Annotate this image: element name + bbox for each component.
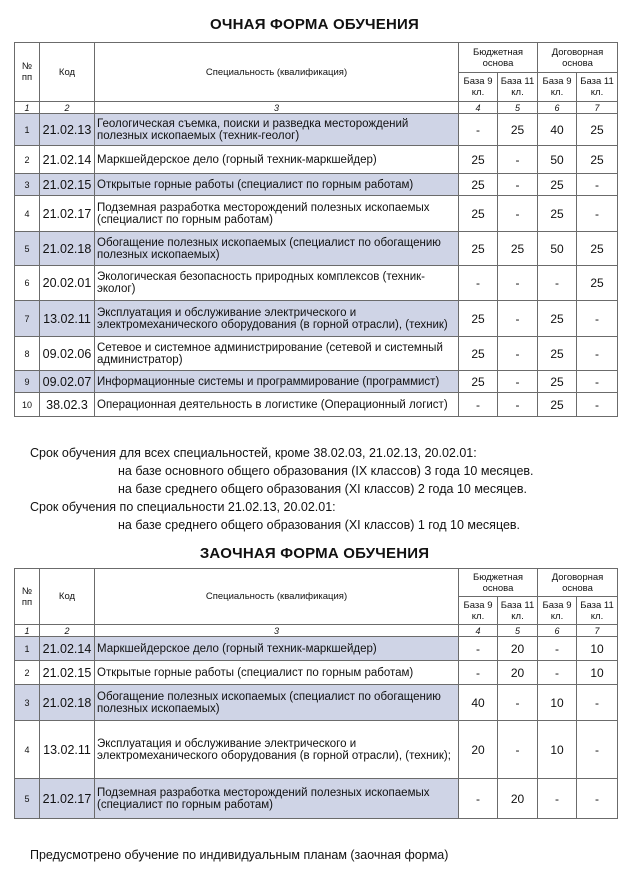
- column-index: 4: [459, 102, 498, 114]
- table-row: [15, 146, 618, 174]
- header-budget-base9: База 9 кл.: [459, 597, 498, 625]
- table-row: [15, 266, 618, 301]
- full-time-table: [14, 42, 618, 417]
- study-period-note: Срок обучения по специальности 21.02.13, 20.02.01:: [30, 500, 336, 514]
- specialty-code: 21.02.13: [40, 114, 95, 146]
- specialty-code: 21.02.14: [40, 637, 95, 661]
- contract-base9-value: 50: [538, 232, 577, 266]
- specialty-code: 38.02.3: [40, 393, 95, 417]
- contract-base9-value: -: [538, 637, 577, 661]
- header-budget-base9: База 9 кл.: [459, 73, 498, 102]
- budget-base11-value: -: [498, 196, 538, 232]
- budget-base11-value: -: [498, 721, 538, 779]
- column-index: 1: [15, 102, 40, 114]
- budget-base9-value: -: [459, 661, 498, 685]
- contract-base9-value: 25: [538, 371, 577, 393]
- header-contract-base9: База 9 кл.: [538, 73, 577, 102]
- specialty-code: 21.02.17: [40, 196, 95, 232]
- specialty-code: 20.02.01: [40, 266, 95, 301]
- contract-base11-value: -: [577, 685, 618, 721]
- row-number: 10: [15, 393, 40, 417]
- header-budget-base11: База 11 кл.: [498, 73, 538, 102]
- specialty-code: 21.02.18: [40, 685, 95, 721]
- specialty-name: Маркшейдерское дело (горный техник-маркшейдер): [95, 146, 459, 174]
- contract-base11-value: -: [577, 174, 618, 196]
- budget-base9-value: 25: [459, 371, 498, 393]
- specialty-name: Операционная деятельность в логистике (Операционный логист): [95, 393, 459, 417]
- budget-base11-value: -: [498, 371, 538, 393]
- contract-base11-value: -: [577, 779, 618, 819]
- specialty-code: 21.02.14: [40, 146, 95, 174]
- contract-base9-value: -: [538, 661, 577, 685]
- table-row: [15, 114, 618, 146]
- specialty-name: Сетевое и системное администрирование (сетевой и системный администратор): [95, 337, 459, 371]
- header-specialty: Специальность (квалификация): [95, 43, 459, 102]
- budget-base9-value: 25: [459, 337, 498, 371]
- specialty-name: Геологическая съемка, поиски и разведка месторождений полезных ископаемых (техник-геолог): [95, 114, 459, 146]
- column-index: 7: [577, 102, 618, 114]
- column-index: 2: [40, 625, 95, 637]
- contract-base9-value: 25: [538, 337, 577, 371]
- budget-base9-value: -: [459, 637, 498, 661]
- column-index: 6: [538, 625, 577, 637]
- budget-base9-value: 25: [459, 174, 498, 196]
- budget-base11-value: 20: [498, 637, 538, 661]
- column-index: 4: [459, 625, 498, 637]
- contract-base11-value: -: [577, 371, 618, 393]
- header-contract: Договорная основа: [538, 569, 618, 597]
- part-time-table: [14, 568, 618, 819]
- study-period-note: на базе среднего общего образования (XI классов) 1 год 10 месяцев.: [118, 518, 521, 532]
- header-contract-base11: База 11 кл.: [577, 73, 618, 102]
- column-index-row: [15, 625, 618, 637]
- budget-base11-value: -: [498, 174, 538, 196]
- contract-base11-value: 25: [577, 114, 618, 146]
- budget-base11-value: 20: [498, 779, 538, 819]
- row-number: 5: [15, 232, 40, 266]
- table-row: [15, 637, 618, 661]
- contract-base9-value: -: [538, 266, 577, 301]
- table-row: [15, 371, 618, 393]
- header-num: № пп: [15, 569, 40, 625]
- table-row: [15, 301, 618, 337]
- header-specialty: Специальность (квалификация): [95, 569, 459, 625]
- specialty-code: 13.02.11: [40, 721, 95, 779]
- contract-base9-value: 40: [538, 114, 577, 146]
- row-number: 4: [15, 721, 40, 779]
- study-period-note: на базе основного общего образования (IX классов) 3 года 10 месяцев.: [118, 464, 534, 478]
- specialty-name: Обогащение полезных ископаемых (специалист по обогащению полезных ископаемых): [95, 232, 459, 266]
- full-time-title: ОЧНАЯ ФОРМА ОБУЧЕНИЯ: [210, 16, 419, 33]
- part-time-title: ЗАОЧНАЯ ФОРМА ОБУЧЕНИЯ: [199, 545, 430, 562]
- table-row: [15, 779, 618, 819]
- budget-base9-value: 20: [459, 721, 498, 779]
- budget-base11-value: -: [498, 266, 538, 301]
- budget-base9-value: 25: [459, 146, 498, 174]
- contract-base9-value: 25: [538, 174, 577, 196]
- specialty-name: Экологическая безопасность природных комплексов (техник-эколог): [95, 266, 459, 301]
- row-number: 2: [15, 146, 40, 174]
- contract-base9-value: -: [538, 779, 577, 819]
- row-number: 8: [15, 337, 40, 371]
- row-number: 3: [15, 174, 40, 196]
- row-number: 9: [15, 371, 40, 393]
- budget-base11-value: 25: [498, 114, 538, 146]
- row-number: 1: [15, 114, 40, 146]
- specialty-name: Подземная разработка месторождений полезных ископаемых (специалист по горным работам): [95, 196, 459, 232]
- row-number: 5: [15, 779, 40, 819]
- specialty-code: 21.02.17: [40, 779, 95, 819]
- column-index-row: [15, 102, 618, 114]
- column-index: 6: [538, 102, 577, 114]
- header-budget: Бюджетная основа: [459, 43, 538, 73]
- row-number: 2: [15, 661, 40, 685]
- contract-base9-value: 10: [538, 721, 577, 779]
- footer-note: Предусмотрено обучение по индивидуальным планам (заочная форма): [30, 848, 449, 862]
- specialty-name: Информационные системы и программирование (программист): [95, 371, 459, 393]
- column-index: 3: [95, 625, 459, 637]
- budget-base9-value: -: [459, 114, 498, 146]
- budget-base9-value: 40: [459, 685, 498, 721]
- specialty-name: Обогащение полезных ископаемых (специалист по обогащению полезных ископаемых): [95, 685, 459, 721]
- contract-base11-value: 25: [577, 232, 618, 266]
- specialty-name: Открытые горные работы (специалист по горным работам): [95, 174, 459, 196]
- column-index: 3: [95, 102, 459, 114]
- contract-base11-value: -: [577, 301, 618, 337]
- table-row: [15, 232, 618, 266]
- column-index: 5: [498, 625, 538, 637]
- budget-base11-value: -: [498, 393, 538, 417]
- contract-base9-value: 25: [538, 196, 577, 232]
- table-row: [15, 661, 618, 685]
- budget-base9-value: 25: [459, 301, 498, 337]
- budget-base11-value: -: [498, 301, 538, 337]
- budget-base9-value: -: [459, 779, 498, 819]
- row-number: 7: [15, 301, 40, 337]
- contract-base11-value: -: [577, 393, 618, 417]
- specialty-code: 09.02.06: [40, 337, 95, 371]
- specialty-code: 09.02.07: [40, 371, 95, 393]
- table-row: [15, 174, 618, 196]
- study-period-note: на базе среднего общего образования (XI классов) 2 года 10 месяцев.: [118, 482, 527, 496]
- header-contract-base9: База 9 кл.: [538, 597, 577, 625]
- column-index: 5: [498, 102, 538, 114]
- table-row: [15, 337, 618, 371]
- specialty-code: 21.02.15: [40, 661, 95, 685]
- budget-base11-value: 25: [498, 232, 538, 266]
- contract-base11-value: -: [577, 337, 618, 371]
- contract-base9-value: 10: [538, 685, 577, 721]
- header-budget-base11: База 11 кл.: [498, 597, 538, 625]
- contract-base11-value: 25: [577, 266, 618, 301]
- budget-base11-value: -: [498, 685, 538, 721]
- specialty-code: 13.02.11: [40, 301, 95, 337]
- contract-base11-value: 25: [577, 146, 618, 174]
- header-num: № пп: [15, 43, 40, 102]
- specialty-code: 21.02.18: [40, 232, 95, 266]
- budget-base11-value: -: [498, 337, 538, 371]
- contract-base9-value: 25: [538, 393, 577, 417]
- table-row: [15, 721, 618, 779]
- study-period-note: Срок обучения для всех специальностей, кроме 38.02.03, 21.02.13, 20.02.01:: [30, 446, 477, 460]
- specialty-name: Подземная разработка месторождений полезных ископаемых (специалист по горным работам): [95, 779, 459, 819]
- budget-base9-value: 25: [459, 196, 498, 232]
- budget-base11-value: 20: [498, 661, 538, 685]
- header-code: Код: [40, 569, 95, 625]
- contract-base11-value: 10: [577, 661, 618, 685]
- contract-base11-value: 10: [577, 637, 618, 661]
- table-row: [15, 393, 618, 417]
- header-contract: Договорная основа: [538, 43, 618, 73]
- budget-base9-value: -: [459, 393, 498, 417]
- column-index: 1: [15, 625, 40, 637]
- specialty-code: 21.02.15: [40, 174, 95, 196]
- specialty-name: Эксплуатация и обслуживание электрического и электромеханического оборудования (в горной отрасли), (техник);: [95, 721, 459, 779]
- contract-base9-value: 25: [538, 301, 577, 337]
- specialty-name: Открытые горные работы (специалист по горным работам): [95, 661, 459, 685]
- contract-base11-value: -: [577, 196, 618, 232]
- specialty-name: Эксплуатация и обслуживание электрического и электромеханического оборудования (в горной отрасли), (техник): [95, 301, 459, 337]
- row-number: 1: [15, 637, 40, 661]
- budget-base9-value: 25: [459, 232, 498, 266]
- row-number: 3: [15, 685, 40, 721]
- budget-base11-value: -: [498, 146, 538, 174]
- column-index: 7: [577, 625, 618, 637]
- header-contract-base11: База 11 кл.: [577, 597, 618, 625]
- table-row: [15, 196, 618, 232]
- row-number: 6: [15, 266, 40, 301]
- header-code: Код: [40, 43, 95, 102]
- specialty-name: Маркшейдерское дело (горный техник-маркшейдер): [95, 637, 459, 661]
- contract-base9-value: 50: [538, 146, 577, 174]
- header-budget: Бюджетная основа: [459, 569, 538, 597]
- table-row: [15, 685, 618, 721]
- contract-base11-value: -: [577, 721, 618, 779]
- column-index: 2: [40, 102, 95, 114]
- budget-base9-value: -: [459, 266, 498, 301]
- row-number: 4: [15, 196, 40, 232]
